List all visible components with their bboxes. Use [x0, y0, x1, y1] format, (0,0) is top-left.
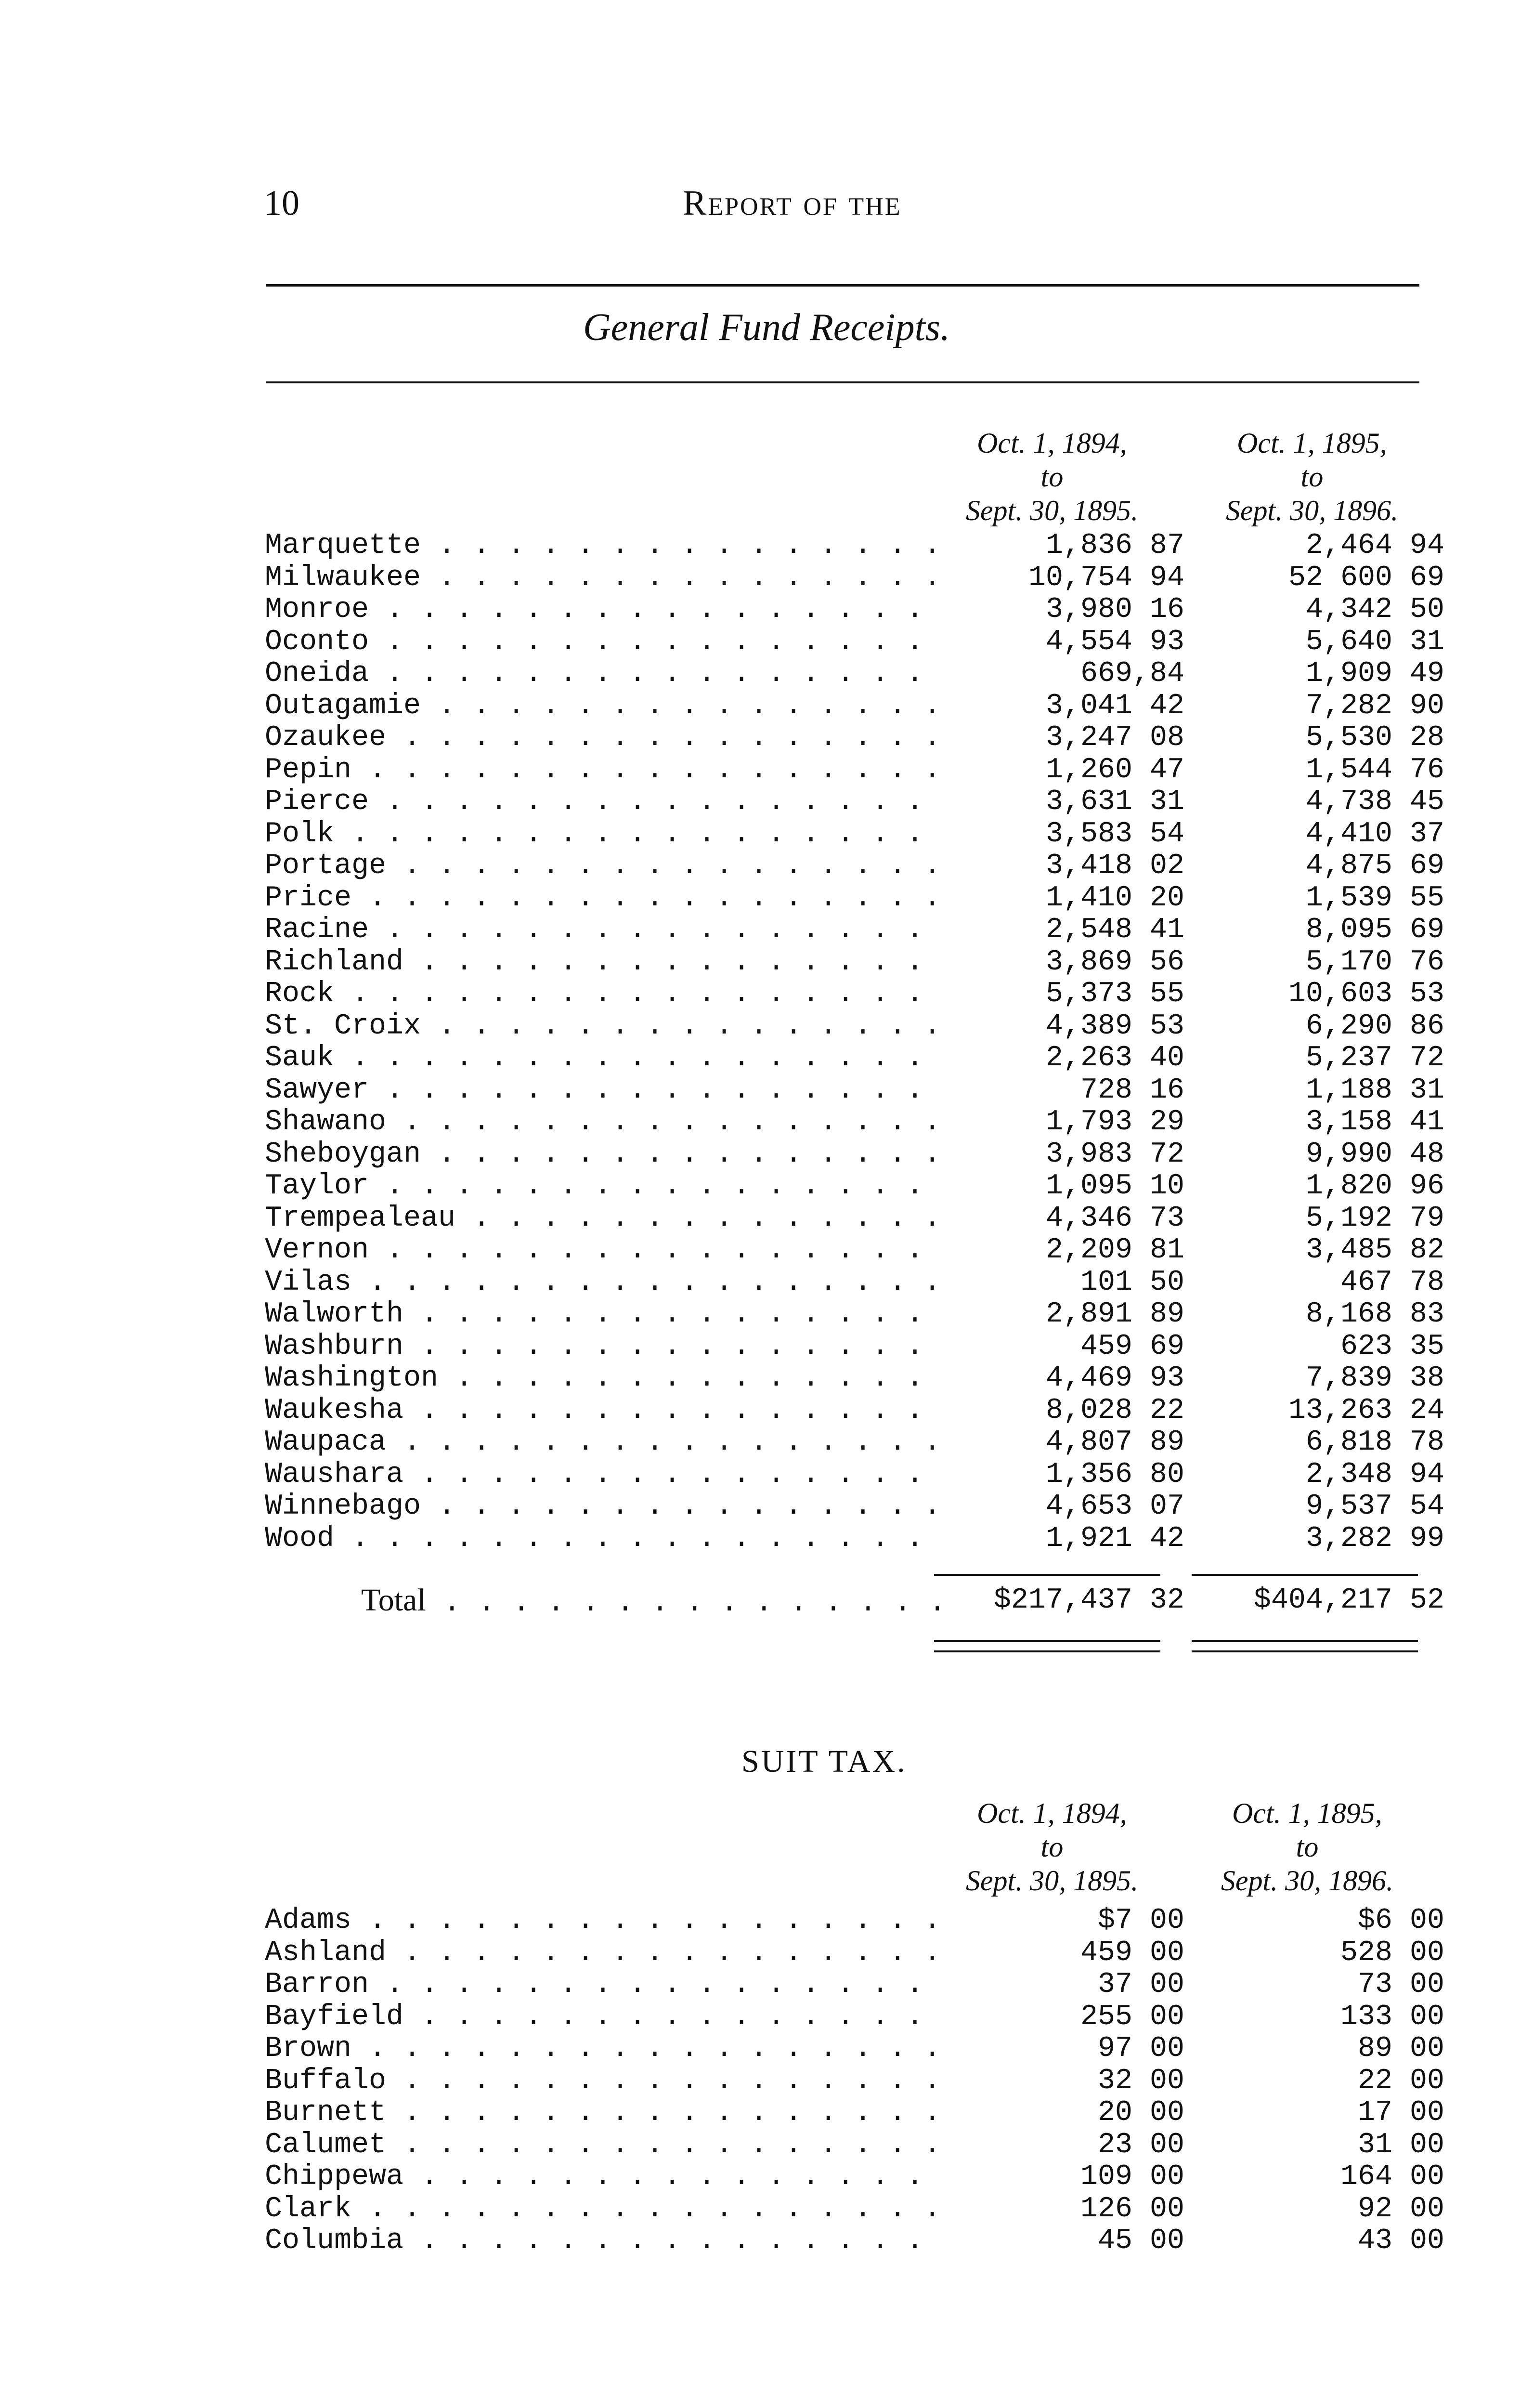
- column-header-1895: Oct. 1, 1895, to Sept. 30, 1896.: [1225, 427, 1399, 526]
- value-1895-1896: 5,237 72: [1305, 1042, 1444, 1074]
- value-1895-1896: 43 00: [1357, 2225, 1444, 2257]
- county-name: Chippewa . . .: [265, 2161, 939, 2193]
- county-name: Shawano . . .: [265, 1106, 939, 1139]
- table-row: [265, 1138, 1444, 1171]
- county-name: Pepin . . .: [265, 754, 939, 786]
- county-name: Columbia . . .: [265, 2225, 939, 2257]
- county-name: Brown . . .: [265, 2033, 939, 2065]
- running-title: Report of the: [683, 183, 902, 223]
- table-row: [265, 2225, 1444, 2257]
- table-row: [265, 753, 1444, 786]
- value-1894-1895: 4,807 89: [1045, 1426, 1184, 1459]
- table-row: [265, 2128, 1444, 2161]
- total-double-rule-left: [934, 1640, 1160, 1652]
- value-1895-1896: 6,290 86: [1305, 1009, 1444, 1043]
- county-name: Waupaca . . .: [265, 1426, 939, 1459]
- value-1894-1895: 1,921 42: [1045, 1522, 1184, 1555]
- total-rule-right: [1192, 1574, 1418, 1576]
- page-number: 10: [264, 183, 299, 223]
- county-name: Monroe . . .: [265, 594, 939, 626]
- suit-column-header-1894: Oct. 1, 1894, to Sept. 30, 1895.: [965, 1797, 1139, 1897]
- county-name: Calumet . . .: [265, 2129, 939, 2161]
- table-row: [265, 529, 1444, 562]
- table-row: [265, 1936, 1444, 1969]
- table-row: [265, 881, 1444, 915]
- value-1894-1895: 1,793 29: [1045, 1106, 1184, 1139]
- value-1895-1896: 7,839 38: [1305, 1362, 1444, 1395]
- table-row: [265, 721, 1444, 754]
- value-1894-1895: 2,209 81: [1045, 1234, 1184, 1267]
- county-name: Vernon . . .: [265, 1234, 939, 1267]
- value-1895-1896: 5,530 28: [1305, 721, 1444, 754]
- value-1894-1895: 1,836 87: [1045, 529, 1184, 562]
- county-name: Price . . .: [265, 882, 939, 915]
- county-name: Wood . . .: [265, 1523, 939, 1555]
- value-1895-1896: 73 00: [1357, 1968, 1444, 2001]
- county-name: Barron . . .: [265, 1969, 939, 2001]
- county-name: Taylor . . .: [265, 1170, 939, 1203]
- table-row: [265, 593, 1444, 626]
- county-name: Ozaukee . . .: [265, 722, 939, 754]
- county-name: Milwaukee . . .: [265, 562, 939, 594]
- table-row: [265, 1968, 1444, 2001]
- value-1895-1896: 1,544 76: [1305, 753, 1444, 786]
- county-name: Washington . . .: [265, 1362, 939, 1395]
- table-row: [265, 1362, 1444, 1395]
- value-1895-1896: 4,875 69: [1305, 850, 1444, 882]
- value-1895-1896: 1,539 55: [1305, 881, 1444, 915]
- county-name: Trempealeau . . .: [265, 1203, 939, 1235]
- value-1895-1896: 22 00: [1357, 2064, 1444, 2097]
- value-1895-1896: 2,464 94: [1305, 529, 1444, 562]
- table-row: [265, 2192, 1444, 2225]
- value-1895-1896: 623 35: [1340, 1330, 1444, 1363]
- value-1894-1895: 3,983 72: [1045, 1138, 1184, 1171]
- value-1895-1896: 13,263 24: [1288, 1394, 1444, 1427]
- table-row: [265, 1170, 1444, 1203]
- table-row: [265, 1009, 1444, 1043]
- county-name: Washburn . . .: [265, 1331, 939, 1363]
- total-1895: $404,217 52: [1253, 1584, 1444, 1617]
- county-name: Portage . . .: [265, 850, 939, 882]
- county-name: Sawyer . . .: [265, 1074, 939, 1107]
- value-1894-1895: 3,583 54: [1045, 817, 1184, 851]
- value-1894-1895: 97 00: [1097, 2032, 1184, 2065]
- value-1894-1895: 8,028 22: [1045, 1394, 1184, 1427]
- value-1894-1895: 1,356 80: [1045, 1458, 1184, 1491]
- suit-column-header-1895: Oct. 1, 1895, to Sept. 30, 1896.: [1221, 1797, 1394, 1897]
- value-1895-1896: 1,909 49: [1305, 657, 1444, 690]
- table-row: [265, 1330, 1444, 1363]
- value-1894-1895: 3,418 02: [1045, 850, 1184, 882]
- table-row: [265, 1458, 1444, 1491]
- value-1895-1896: 8,168 83: [1305, 1298, 1444, 1331]
- value-1895-1896: 2,348 94: [1305, 1458, 1444, 1491]
- value-1895-1896: 528 00: [1340, 1936, 1444, 1969]
- value-1895-1896: 1,188 31: [1305, 1073, 1444, 1107]
- table-row: [265, 1042, 1444, 1074]
- table-row: [265, 850, 1444, 882]
- suit-tax-heading: SUIT TAX.: [741, 1744, 907, 1779]
- value-1895-1896: $6 00: [1357, 1904, 1444, 1937]
- table-row: [265, 625, 1444, 658]
- county-name: Sheboygan . . .: [265, 1139, 939, 1171]
- value-1895-1896: 6,818 78: [1305, 1426, 1444, 1459]
- value-1895-1896: 8,095 69: [1305, 914, 1444, 946]
- table-row: [265, 1904, 1444, 1937]
- value-1894-1895: 4,554 93: [1045, 625, 1184, 658]
- value-1894-1895: 3,631 31: [1045, 785, 1184, 818]
- total-row: [265, 1584, 1444, 1618]
- section-title: General Fund Receipts.: [583, 306, 950, 349]
- value-1895-1896: 1,820 96: [1305, 1170, 1444, 1203]
- table-row: [265, 1234, 1444, 1267]
- value-1895-1896: 89 00: [1357, 2032, 1444, 2065]
- value-1895-1896: 133 00: [1340, 2000, 1444, 2033]
- table-row: [265, 817, 1444, 851]
- value-1894-1895: 2,891 89: [1045, 1298, 1184, 1331]
- value-1894-1895: 4,469 93: [1045, 1362, 1184, 1395]
- value-1895-1896: 4,342 50: [1305, 593, 1444, 626]
- county-name: Waukesha . . .: [265, 1395, 939, 1427]
- general-fund-table: [265, 529, 1444, 1555]
- total-label: Total . . .: [361, 1584, 939, 1620]
- column-header-1894: Oct. 1, 1894, to Sept. 30, 1895.: [965, 427, 1139, 526]
- value-1894-1895: 669,84: [1080, 657, 1184, 690]
- table-row: [265, 561, 1444, 594]
- table-row: [265, 1522, 1444, 1555]
- value-1894-1895: 1,410 20: [1045, 881, 1184, 915]
- table-row: [265, 2000, 1444, 2033]
- county-name: Pierce . . .: [265, 786, 939, 818]
- value-1894-1895: 728 16: [1080, 1073, 1184, 1107]
- county-name: Winnebago . . .: [265, 1491, 939, 1523]
- table-row: [265, 1106, 1444, 1139]
- table-row: [265, 1426, 1444, 1459]
- table-row: [265, 1394, 1444, 1427]
- value-1895-1896: 5,640 31: [1305, 625, 1444, 658]
- table-row: [265, 2064, 1444, 2097]
- value-1894-1895: 3,247 08: [1045, 721, 1184, 754]
- table-row: [265, 2096, 1444, 2129]
- value-1894-1895: 4,389 53: [1045, 1009, 1184, 1043]
- value-1895-1896: 164 00: [1340, 2160, 1444, 2193]
- county-name: Racine . . .: [265, 914, 939, 946]
- suit-tax-table: [265, 1904, 1444, 2257]
- value-1895-1896: 9,990 48: [1305, 1138, 1444, 1171]
- value-1894-1895: 4,346 73: [1045, 1202, 1184, 1235]
- value-1895-1896: 3,282 99: [1305, 1522, 1444, 1555]
- total-rule-left: [934, 1574, 1160, 1576]
- table-row: [265, 945, 1444, 979]
- county-name: Clark . . .: [265, 2193, 939, 2225]
- table-row: [265, 978, 1444, 1010]
- header-rule: [266, 284, 1419, 287]
- value-1894-1895: 10,754 94: [1028, 561, 1184, 594]
- table-row: [265, 689, 1444, 722]
- value-1894-1895: 45 00: [1097, 2225, 1184, 2257]
- value-1895-1896: 7,282 90: [1305, 689, 1444, 722]
- value-1895-1896: 31 00: [1357, 2128, 1444, 2161]
- value-1894-1895: 126 00: [1080, 2192, 1184, 2225]
- county-name: Bayfield . . .: [265, 2001, 939, 2033]
- value-1894-1895: 3,041 42: [1045, 689, 1184, 722]
- value-1894-1895: 4,653 07: [1045, 1490, 1184, 1523]
- county-name: Ashland . . .: [265, 1937, 939, 1969]
- table-row: [265, 1490, 1444, 1523]
- value-1894-1895: 255 00: [1080, 2000, 1184, 2033]
- value-1894-1895: 109 00: [1080, 2160, 1184, 2193]
- value-1894-1895: 32 00: [1097, 2064, 1184, 2097]
- value-1895-1896: 5,170 76: [1305, 945, 1444, 979]
- value-1895-1896: 9,537 54: [1305, 1490, 1444, 1523]
- value-1894-1895: 459 00: [1080, 1936, 1184, 1969]
- table-row: [265, 2032, 1444, 2065]
- table-row: [265, 1298, 1444, 1331]
- table-row: [265, 1266, 1444, 1299]
- value-1894-1895: 3,980 16: [1045, 593, 1184, 626]
- title-rule: [266, 381, 1419, 383]
- table-row: [265, 914, 1444, 946]
- value-1895-1896: 467 78: [1340, 1266, 1444, 1299]
- county-name: St. Croix . . .: [265, 1010, 939, 1043]
- county-name: Buffalo . . .: [265, 2065, 939, 2097]
- county-name: Walworth . . .: [265, 1298, 939, 1331]
- value-1894-1895: 1,095 10: [1045, 1170, 1184, 1203]
- county-name: Oconto . . .: [265, 626, 939, 658]
- value-1895-1896: 4,738 45: [1305, 785, 1444, 818]
- county-name: Sauk . . .: [265, 1042, 939, 1074]
- county-name: Waushara . . .: [265, 1459, 939, 1491]
- county-name: Adams . . .: [265, 1905, 939, 1937]
- value-1895-1896: 92 00: [1357, 2192, 1444, 2225]
- county-name: Burnett . . .: [265, 2097, 939, 2129]
- county-name: Oneida . . .: [265, 658, 939, 690]
- value-1894-1895: 1,260 47: [1045, 753, 1184, 786]
- value-1894-1895: 37 00: [1097, 1968, 1184, 2001]
- county-name: Marquette . . .: [265, 530, 939, 562]
- total-1894: $217,437 32: [993, 1584, 1184, 1617]
- value-1894-1895: 2,263 40: [1045, 1042, 1184, 1074]
- value-1895-1896: 3,158 41: [1305, 1106, 1444, 1139]
- county-name: Rock . . .: [265, 978, 939, 1010]
- value-1895-1896: 4,410 37: [1305, 817, 1444, 851]
- value-1894-1895: 459 69: [1080, 1330, 1184, 1363]
- county-name: Outagamie . . .: [265, 690, 939, 722]
- table-row: [265, 785, 1444, 818]
- value-1895-1896: 52 600 69: [1288, 561, 1444, 594]
- table-row: [265, 1202, 1444, 1235]
- value-1895-1896: 3,485 82: [1305, 1234, 1444, 1267]
- county-name: Vilas . . .: [265, 1267, 939, 1299]
- value-1894-1895: 101 50: [1080, 1266, 1184, 1299]
- value-1895-1896: 17 00: [1357, 2096, 1444, 2129]
- table-row: [265, 1073, 1444, 1107]
- table-row: [265, 2160, 1444, 2193]
- value-1895-1896: 10,603 53: [1288, 978, 1444, 1010]
- total-double-rule-right: [1192, 1640, 1418, 1652]
- value-1894-1895: $7 00: [1097, 1904, 1184, 1937]
- value-1894-1895: 20 00: [1097, 2096, 1184, 2129]
- value-1894-1895: 23 00: [1097, 2128, 1184, 2161]
- county-name: Richland . . .: [265, 946, 939, 979]
- table-row: [265, 657, 1444, 690]
- value-1894-1895: 2,548 41: [1045, 914, 1184, 946]
- value-1894-1895: 3,869 56: [1045, 945, 1184, 979]
- value-1895-1896: 5,192 79: [1305, 1202, 1444, 1235]
- county-name: Polk . . .: [265, 818, 939, 851]
- value-1894-1895: 5,373 55: [1045, 978, 1184, 1010]
